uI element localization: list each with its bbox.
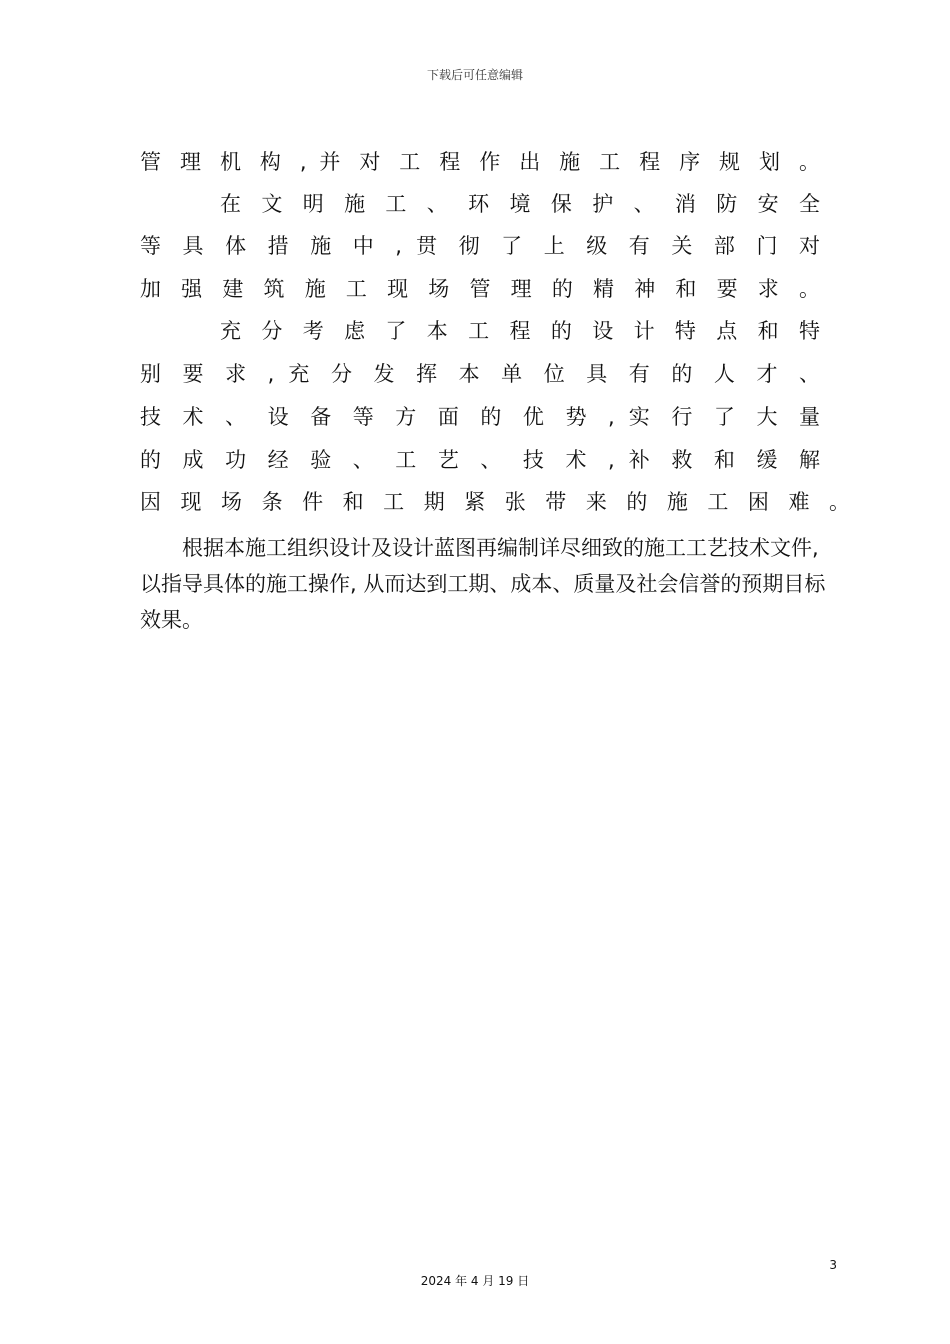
body-line-8: 的 成 功 经 验 、 工 艺 、 技 术 , 补 救 和 缓 解 xyxy=(140,448,820,472)
body-line-6: 别 要 求 , 充 分 发 挥 本 单 位 具 有 的 人 才 、 xyxy=(140,362,820,386)
body-line-4: 加 强 建 筑 施 工 现 场 管 理 的 精 神 和 要 求 。 xyxy=(140,277,820,301)
body-line-9: 因 现 场 条 件 和 工 期 紧 张 带 来 的 施 工 困 难 。 xyxy=(140,490,850,514)
body-line-7: 技 术 、 设 备 等 方 面 的 优 势 , 实 行 了 大 量 xyxy=(140,405,820,429)
body-paragraph: 根据本施工组织设计及设计蓝图再编制详尽细致的施工工艺技术文件, 以指导具体的施工操作, 从而达到工期、成本、质量及社会信誉的预期目标效果。 xyxy=(140,536,826,632)
body-line-2: 在 文 明 施 工 、 环 境 保 护 、 消 防 安 全 xyxy=(220,192,820,216)
body-line-1: 管 理 机 构 , 并 对 工 程 作 出 施 工 程 序 规 划 。 xyxy=(140,150,820,174)
header-note: 下载后可任意编辑 xyxy=(426,68,523,82)
footer-date: 2024 年 4 月 19 日 xyxy=(420,1274,530,1288)
body-line-5: 充 分 考 虑 了 本 工 程 的 设 计 特 点 和 特 xyxy=(220,319,820,343)
page-number: 3 xyxy=(829,1258,837,1272)
body-line-3: 等 具 体 措 施 中 , 贯 彻 了 上 级 有 关 部 门 对 xyxy=(140,234,820,258)
